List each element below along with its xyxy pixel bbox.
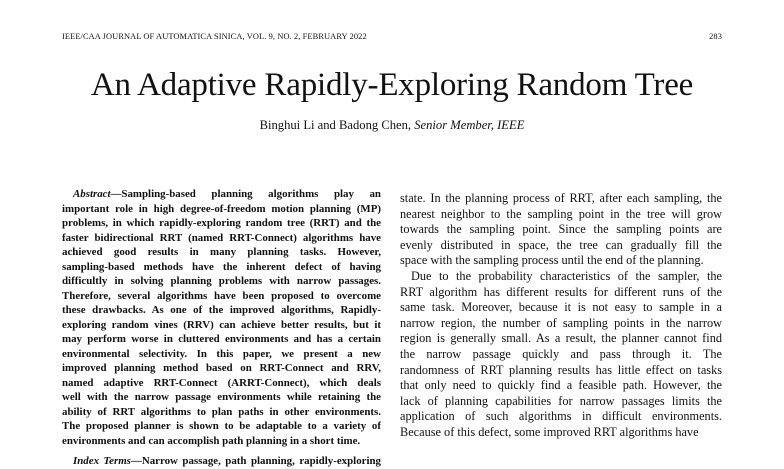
index-terms-label: Index Terms	[73, 455, 131, 467]
author-affiliation: Senior Member, IEEE	[414, 118, 525, 132]
abstract-line: may perform worse in cluttered environments and has a certain	[62, 333, 381, 345]
abstract-line: important role in high degree-of-freedom motion planning (MP)	[62, 202, 381, 215]
abstract-label: Abstract	[73, 188, 111, 200]
abstract-line: achieved good results in many planning tasks. However,	[62, 246, 381, 258]
body-line: application of such algorithms in difficult environments.	[400, 409, 722, 424]
abstract-line: environments and can accomplish path planning in a short time.	[62, 434, 361, 447]
abstract-line: ability of RRT algorithms to plan paths in other environments.	[62, 405, 381, 418]
abstract-line: faster bidirectional RRT (named RRT-Connect) algorithms have	[62, 231, 381, 244]
body-line: nearest neighbor to the sampling point in the tree will grow	[400, 206, 722, 221]
index-terms-text: Narrow passage, path planning, rapidly-exploring	[141, 455, 381, 467]
abstract-text: Sampling-based planning algorithms play an	[121, 188, 381, 200]
body-line: Due to the probability characteristics of the sampler, the	[411, 268, 722, 283]
abstract-line: improved planning method based on RRT-Connect and RRV,	[62, 362, 381, 374]
abstract-column	[62, 187, 381, 469]
body-line: state. In the planning process of RRT, after each sampling, the	[400, 191, 722, 205]
body-line: narrow region, the number of sampling points in the narrow	[400, 315, 722, 330]
body-line: RRT algorithm has different results for different runs of the	[400, 284, 722, 299]
body-line: same task. Moreover, because it is not easy to sample in a	[400, 300, 722, 315]
body-line: Because of this defect, some improved RRT algorithms have	[400, 424, 699, 439]
abstract-line: problems, in which rapidly-exploring random tree (RRT) and the	[62, 217, 381, 229]
index-terms-dash: —	[130, 455, 142, 467]
paper-title: An Adaptive Rapidly-Exploring Random Tree	[90, 67, 694, 103]
abstract-line	[62, 187, 381, 202]
index-terms-line	[62, 454, 381, 469]
body-line: the narrow passage quickly and pass through it. The	[400, 346, 722, 361]
body-line: lack of planning capabilities for narrow passages limits the	[400, 393, 722, 408]
body-line: towards the sampling point. Since the sampling points are	[400, 222, 722, 237]
author-names: Binghui Li and Badong Chen,	[259, 118, 412, 132]
abstract-line: difficultly in solving planning problems with narrow passages.	[62, 275, 381, 287]
body-column	[400, 191, 722, 441]
abstract-line: environmental selectivity. In this paper, we present a new	[62, 347, 381, 360]
abstract-line: named adaptive RRT-Connect (ARRT-Connect), which deals	[62, 376, 381, 389]
abstract-dash: —	[110, 188, 122, 200]
body-line: region is generally small. As a result, the planner cannot find	[400, 331, 722, 346]
body-line: that only need to quickly find a feasible path. However, the	[400, 378, 722, 393]
abstract-line: Therefore, several algorithms have been proposed to overcome	[62, 289, 381, 302]
abstract-line: sampling-based methods have the inherent defect of having	[62, 260, 381, 273]
author-line	[0, 118, 784, 133]
page-number: 283	[709, 32, 722, 41]
body-line: randomness of RRT planning results has little effect on tasks	[400, 362, 722, 377]
abstract-line: these drawbacks. As one of the improved algorithms, Rapidly-	[62, 304, 381, 316]
abstract-line: exploring random vines (RRV) can achieve better results, but it	[62, 318, 381, 331]
body-line: evenly distributed in space, the tree can gradually fill the	[400, 237, 722, 252]
body-line: space with the sampling process until the end of the planning.	[400, 253, 704, 268]
abstract-line: well with the narrow passage environments while retaining the	[62, 391, 381, 403]
abstract-line: The proposed planner is shown to be adaptable to a variety of	[62, 420, 381, 432]
journal-citation: IEEE/CAA JOURNAL OF AUTOMATICA SINICA, VOL. 9, NO. 2, FEBRUARY 2022	[62, 32, 367, 41]
